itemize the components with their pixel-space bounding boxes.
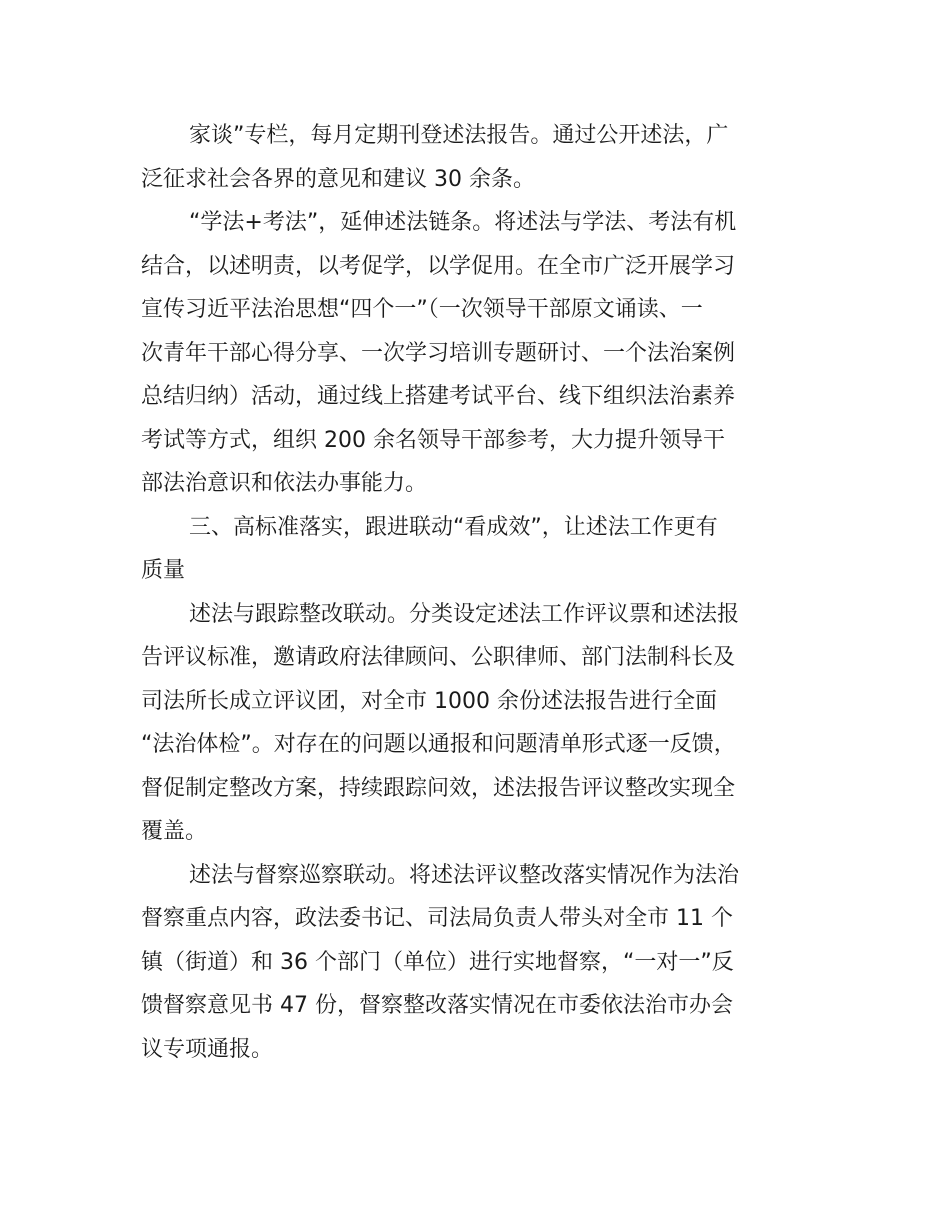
paragraph-2 xyxy=(141,201,821,506)
text-line: 馈督察意见书 47 份，督察整改落实情况在市委依法治市办会 xyxy=(141,993,733,1018)
text-line: 督察重点内容，政法委书记、司法局负责人带头对全市 11 个 xyxy=(141,906,733,931)
text-line: 泛征求社会各界的意见和建议 30 余条。 xyxy=(141,166,535,192)
text-line: “学法+考法”，延伸述法链条。将述法与学法、考法有机 xyxy=(189,210,737,235)
paragraph-4 xyxy=(141,854,821,1072)
text-line: 宣传习近平法治思想“四个一”（一次领导干部原文诵读、一 xyxy=(141,297,703,322)
text-line: 部法治意识和依法办事能力。 xyxy=(141,471,428,496)
text-line: 考试等方式，组织 200 余名领导干部参考，大力提升领导干 xyxy=(141,427,725,453)
text-line: 覆盖。 xyxy=(141,819,208,844)
text-line: 督促制定整改方案，持续跟踪问效，述法报告评议整改实现全 xyxy=(141,775,736,801)
document-body xyxy=(141,114,821,1071)
text-line: 结合，以述明责，以考促学，以学促用。在全市广泛开展学习 xyxy=(141,253,736,279)
text-line: “法治体检”。对存在的问题以通报和问题清单形式逐一反馈， xyxy=(141,732,736,757)
text-line: 议专项通报。 xyxy=(141,1036,274,1062)
paragraph-1 xyxy=(141,114,821,201)
text-line: 家谈”专栏，每月定期刊登述法报告。通过公开述法，广 xyxy=(189,123,729,148)
text-line: 告评议标准，邀请政府法律顾问、公职律师、部门法制科长及 xyxy=(141,645,736,670)
text-line: 司法所长成立评议团，对全市 1000 余份述法报告进行全面 xyxy=(141,688,717,714)
paragraph-3 xyxy=(141,593,821,854)
text-line: 质量 xyxy=(141,558,186,583)
text-line: 总结归纳）活动，通过线上搭建考试平台、线下组织法治素养 xyxy=(141,384,736,409)
section-heading xyxy=(141,506,821,593)
text-line: 述法与督察巡察联动。将述法评议整改落实情况作为法治 xyxy=(189,862,740,888)
text-line: 次青年干部心得分享、一次学习培训专题研讨、一个法治案例 xyxy=(141,340,736,366)
text-line: 三、高标准落实，跟进联动“看成效”，让述法工作更有 xyxy=(189,514,718,540)
text-line: 述法与跟踪整改联动。分类设定述法工作评议票和述法报 xyxy=(189,601,740,627)
text-line: 镇（街道）和 36 个部门（单位）进行实地督察，“一对一”反 xyxy=(141,949,734,975)
